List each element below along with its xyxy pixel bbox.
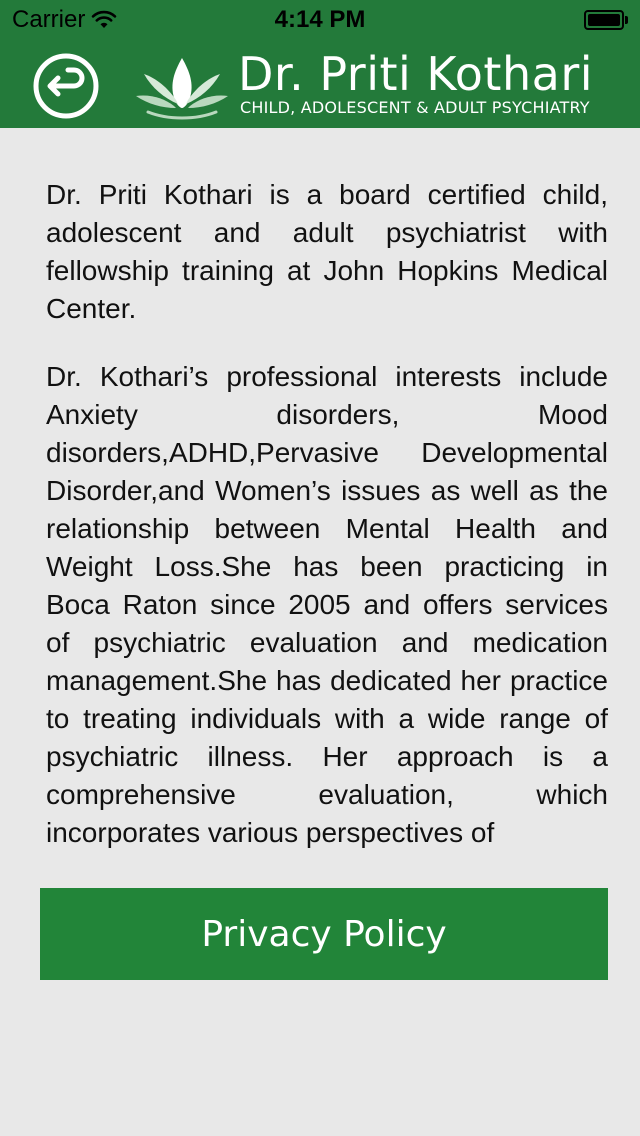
privacy-policy-button[interactable]	[40, 888, 608, 980]
about-paragraph: Dr. Kothari’s professional interests include Anxiety disorders, Mood disorders,ADHD,Pervasive Developmental Disorder,and Women’s issues as well as the relationship between Mental Health and Weight Loss.She has been practicing in Boca Raton since 2005 and offers services of psychiatric evaluation and medication management.She has dedicated her practice to treating individuals with a wide range of psychiatric illness. Her approach is a comprehensive evaluation, which incorporates various perspectives of	[46, 361, 608, 848]
lotus-logo-icon	[134, 54, 230, 120]
back-arrow-icon	[32, 52, 100, 120]
status-time: 4:14 PM	[274, 6, 366, 33]
app-header	[0, 0, 640, 128]
app-title: Dr. Priti Kothari	[238, 47, 594, 101]
about-paragraph: Dr. Priti Kothari is a board certified child, adolescent and adult psychiatrist with fellowship training at John Hopkins Medical Center.	[46, 179, 608, 324]
app-subtitle: CHILD, ADOLESCENT & ADULT PSYCHIATRY	[240, 98, 590, 117]
status-bar	[0, 0, 640, 40]
back-button[interactable]	[32, 52, 100, 120]
carrier-label: Carrier	[12, 6, 86, 33]
about-text	[46, 176, 608, 886]
privacy-policy-label: Privacy Policy	[201, 913, 447, 955]
battery-icon	[584, 10, 628, 30]
